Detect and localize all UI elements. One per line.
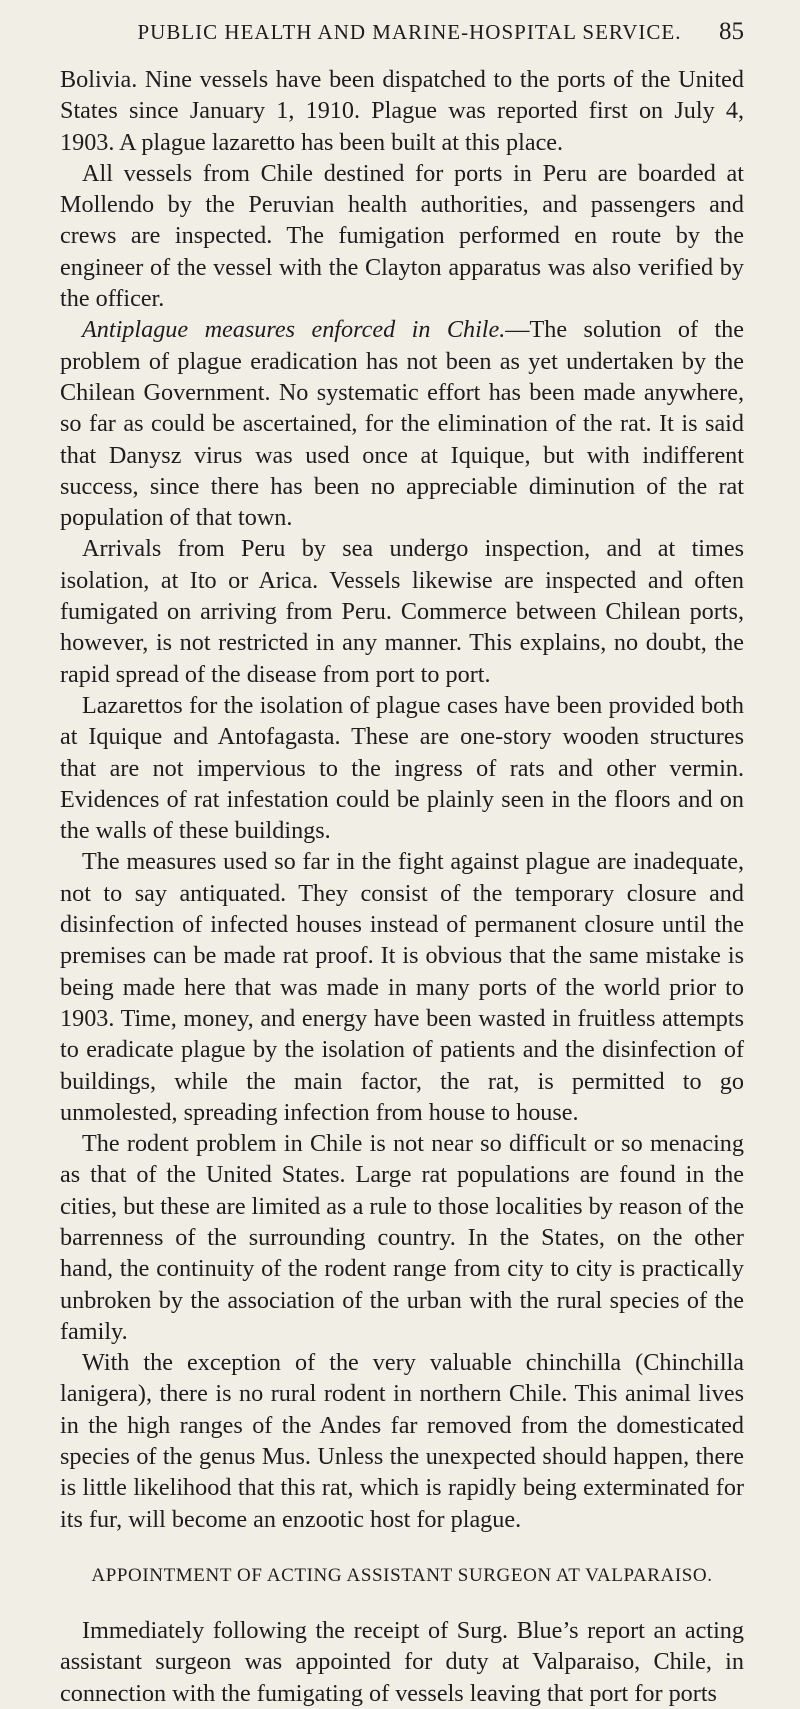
italic-lead: Antiplague measures enforced in Chile.: [82, 316, 506, 344]
paragraph-appointment: Immediately following the receipt of Surg. Blue’s report an acting assistant surgeon was appointed for duty at Valparaiso, Chile, in connection with the fumigating of vessels leaving that port for ports: [60, 1616, 744, 1707]
body-text: [60, 64, 744, 1535]
running-head-title: PUBLIC HEALTH AND MARINE-HOSPITAL SERVICE.: [137, 20, 682, 44]
paragraph-bolivia: Bolivia. Nine vessels have been dispatched to the ports of the United States since January 1, 1910. Plague was reported first on July 4, 1903. A plague lazaretto has been built at this place.: [60, 66, 744, 156]
paragraph-arrivals-from-peru: Arrivals from Peru by sea undergo inspection, and at times isolation, at Ito or Arica. Vessels likewise are inspected and often fumigated on arriving from Peru. Commerce between Chilean ports, however, is not restricted in any manner. This explains, no doubt, the rapid spread of the disease from port to port.: [60, 535, 744, 688]
paragraph-lazarettos: Lazarettos for the isolation of plague cases have been provided both at Iquique and Antofagasta. These are one-story wooden structures that are not impervious to the ingress of rats and other vermin. Evidences of rat infestation could be plainly seen in the floors and on the walls of these buildings.: [60, 691, 744, 845]
paragraph-rodent-problem: The rodent problem in Chile is not near so difficult or so menacing as that of the United States. Large rat populations are found in the cities, but these are limited as a rule to those localities by reason of the barrenness of the surrounding country. In the States, on the other hand, the continuity of the rodent range from city to city is practically unbroken by the association of the urban with the rural species of the family.: [60, 1130, 744, 1345]
paragraph-antiplague-measures: Antiplague measures enforced in Chile.—The solution of the problem of plague eradication has not been as yet undertaken by the Chilean Government. No systematic effort has been made anywhere, so far as could be ascertained, for the elimination of the rat. It is said that Danysz virus was used once at Iquique, but with indifferent success, since there has been no appreciable diminution of the rat population of that town.: [60, 316, 745, 532]
paragraph-chinchilla: With the exception of the very valuable chinchilla (Chinchilla lanigera), there is no rural rodent in northern Chile. This animal lives in the high ranges of the Andes far removed from the domesticated species of the genus Mus. Unless the unexpected should happen, there is little likelihood that this rat, which is rapidly being exterminated for its fur, will become an enzootic host for plague.: [60, 1349, 744, 1533]
paragraph-mollendo-boarding: All vessels from Chile destined for ports in Peru are boarded at Mollendo by the Peruvian health authorities, and passengers and crews are inspected. The fumigation performed en route by the engineer of the vessel with the Clayton apparatus was also verified by the officer.: [60, 159, 744, 313]
page-number: 85: [719, 18, 744, 45]
section-heading: APPOINTMENT OF ACTING ASSISTANT SURGEON AT VALPARAISO.: [91, 1564, 713, 1586]
closing-section: [60, 1615, 744, 1709]
paragraph-measures-inadequate: The measures used so far in the fight against plague are inadequate, not to say antiquated. They consist of the temporary closure and disinfection of infected houses instead of permanent closure until the premises can be made rat proof. It is obvious that the same mistake is being made here that was made in many ports of the world prior to 1903. Time, money, and energy have been wasted in fruitless attempts to eradicate plague by the isolation of patients and the disinfection of buildings, while the main factor, the rat, is permitted to go unmolested, spreading infection from house to house.: [60, 848, 744, 1126]
running-head: [60, 18, 744, 52]
